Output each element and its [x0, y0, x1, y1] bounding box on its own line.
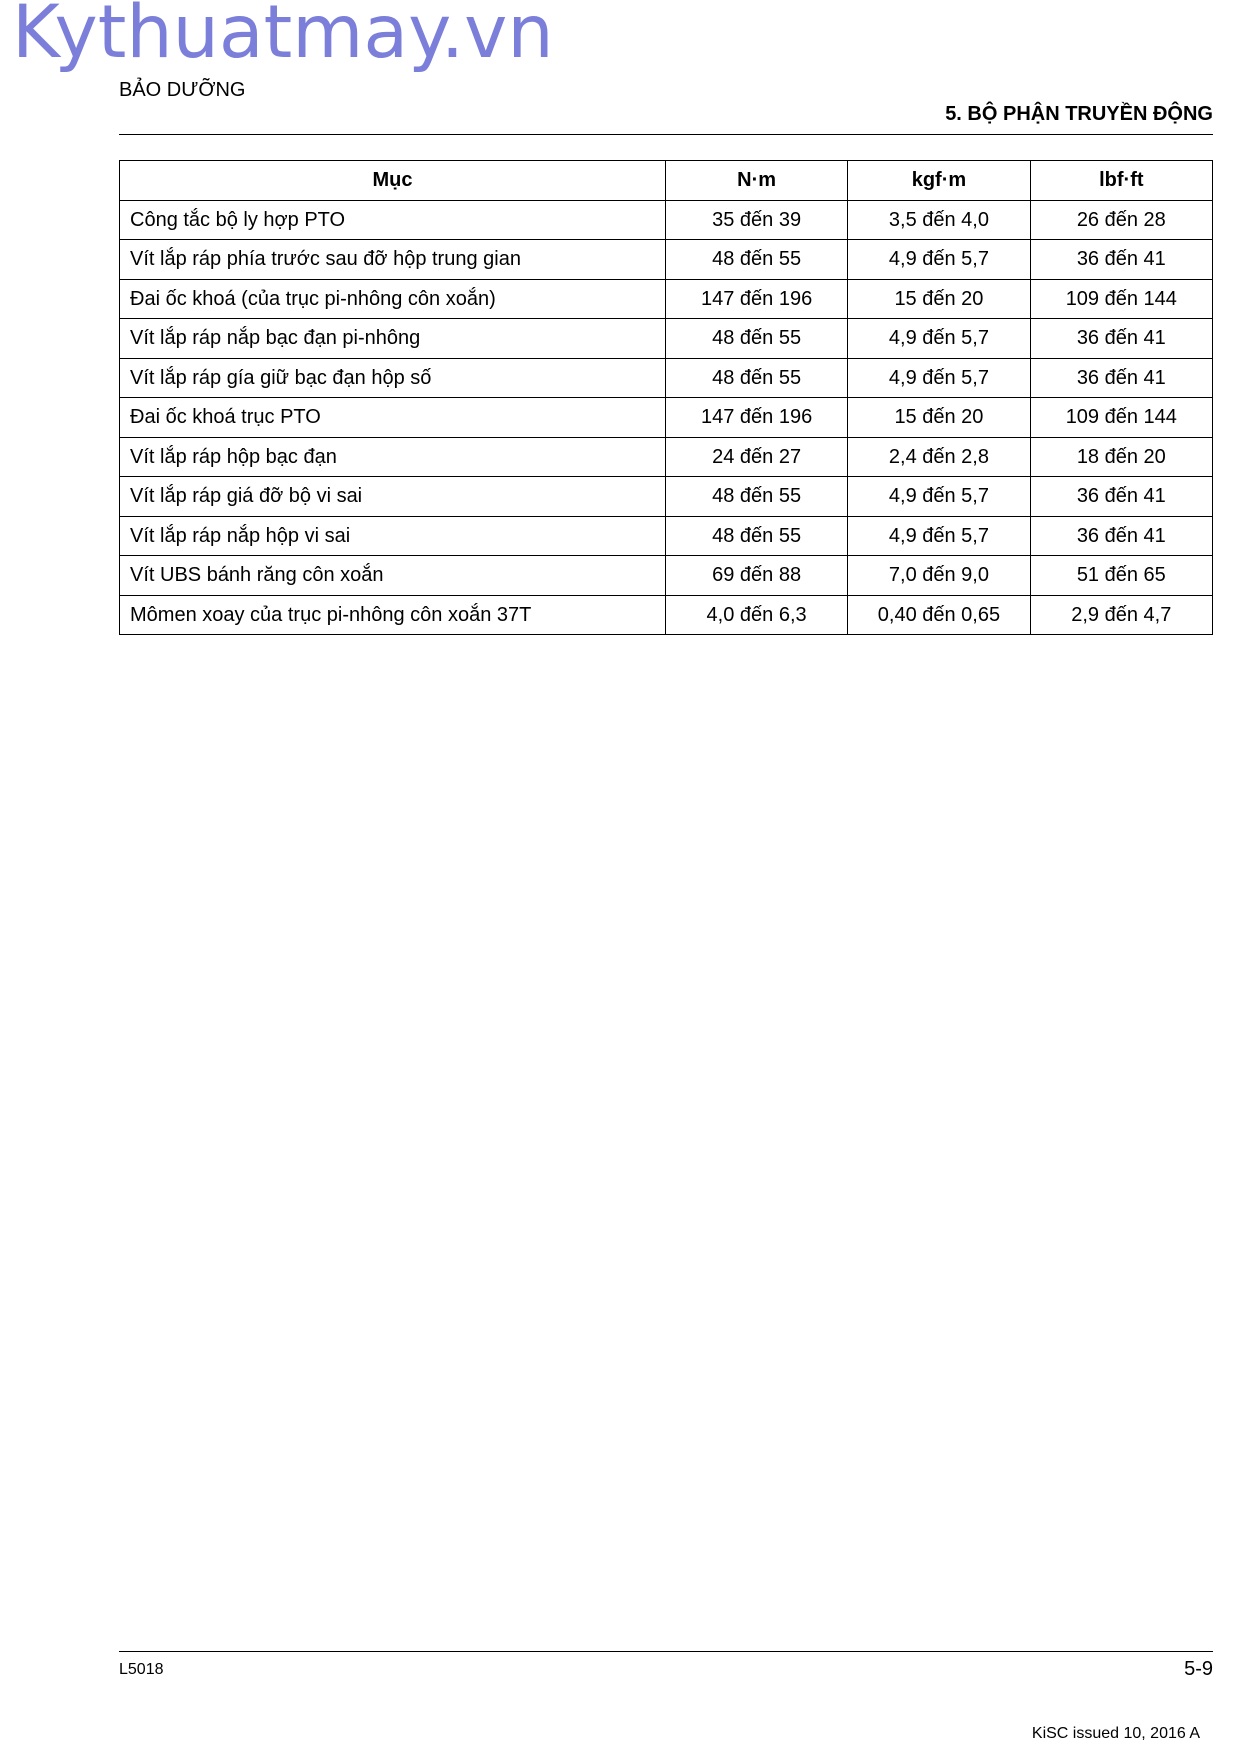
cell-kgfm: 3,5 đến 4,0: [848, 200, 1030, 240]
column-header-item: Mục: [120, 161, 666, 201]
cell-item: Vít lắp ráp nắp hộp vi sai: [120, 516, 666, 556]
section-title-right: 5. BỘ PHẬN TRUYỀN ĐỘNG: [945, 103, 1213, 125]
table-row: [120, 437, 1213, 477]
cell-item: Vít lắp ráp gía giữ bạc đạn hộp số: [120, 358, 666, 398]
table-row: [120, 358, 1213, 398]
cell-lbfft: 36 đến 41: [1030, 477, 1212, 517]
cell-nm: 4,0 đến 6,3: [665, 595, 847, 635]
cell-lbfft: 18 đến 20: [1030, 437, 1212, 477]
cell-lbfft: 36 đến 41: [1030, 358, 1212, 398]
table-row: [120, 556, 1213, 596]
cell-lbfft: 36 đến 41: [1030, 516, 1212, 556]
issue-note: KiSC issued 10, 2016 A: [1031, 1725, 1200, 1742]
section-title-left: BẢO DƯỠNG: [119, 79, 246, 101]
cell-nm: 48 đến 55: [665, 358, 847, 398]
table-row: [120, 595, 1213, 635]
cell-nm: 24 đến 27: [665, 437, 847, 477]
header-divider: [119, 134, 1213, 135]
watermark-logo: Kythuatmay.vn: [12, 0, 554, 75]
cell-nm: 35 đến 39: [665, 200, 847, 240]
cell-kgfm: 4,9 đến 5,7: [848, 477, 1030, 517]
column-header-kgfm: kgf·m: [848, 161, 1030, 201]
cell-item: Vít lắp ráp giá đỡ bộ vi sai: [120, 477, 666, 517]
table-row: [120, 279, 1213, 319]
cell-kgfm: 4,9 đến 5,7: [848, 358, 1030, 398]
cell-lbfft: 51 đến 65: [1030, 556, 1212, 596]
cell-item: Đai ốc khoá (của trục pi-nhông côn xoắn): [120, 279, 666, 319]
cell-kgfm: 4,9 đến 5,7: [848, 516, 1030, 556]
table-row: [120, 200, 1213, 240]
cell-item: Vít lắp ráp phía trước sau đỡ hộp trung gian: [120, 240, 666, 280]
page-number: 5-9: [1184, 1658, 1213, 1680]
footer-divider: [119, 1651, 1213, 1652]
cell-nm: 48 đến 55: [665, 319, 847, 359]
cell-kgfm: 4,9 đến 5,7: [848, 319, 1030, 359]
table-row: [120, 240, 1213, 280]
column-header-lbfft: lbf·ft: [1030, 161, 1212, 201]
cell-kgfm: 0,40 đến 0,65: [848, 595, 1030, 635]
cell-item: Vít lắp ráp nắp bạc đạn pi-nhông: [120, 319, 666, 359]
cell-item: Đai ốc khoá trục PTO: [120, 398, 666, 438]
cell-kgfm: 4,9 đến 5,7: [848, 240, 1030, 280]
torque-spec-table: [119, 160, 1213, 635]
cell-lbfft: 109 đến 144: [1030, 279, 1212, 319]
table-row: [120, 516, 1213, 556]
cell-lbfft: 36 đến 41: [1030, 240, 1212, 280]
table-row: [120, 398, 1213, 438]
cell-item: Vít lắp ráp hộp bạc đạn: [120, 437, 666, 477]
cell-item: Mômen xoay của trục pi-nhông côn xoắn 37T: [120, 595, 666, 635]
cell-lbfft: 109 đến 144: [1030, 398, 1212, 438]
table-header-row: [120, 161, 1213, 201]
cell-kgfm: 15 đến 20: [848, 398, 1030, 438]
cell-lbfft: 36 đến 41: [1030, 319, 1212, 359]
cell-item: Công tắc bộ ly hợp PTO: [120, 200, 666, 240]
cell-nm: 147 đến 196: [665, 279, 847, 319]
document-code: L5018: [119, 1661, 164, 1678]
cell-kgfm: 7,0 đến 9,0: [848, 556, 1030, 596]
cell-lbfft: 2,9 đến 4,7: [1030, 595, 1212, 635]
cell-kgfm: 2,4 đến 2,8: [848, 437, 1030, 477]
cell-nm: 48 đến 55: [665, 240, 847, 280]
cell-kgfm: 15 đến 20: [848, 279, 1030, 319]
table-row: [120, 319, 1213, 359]
cell-lbfft: 26 đến 28: [1030, 200, 1212, 240]
cell-nm: 48 đến 55: [665, 516, 847, 556]
cell-item: Vít UBS bánh răng côn xoắn: [120, 556, 666, 596]
cell-nm: 48 đến 55: [665, 477, 847, 517]
cell-nm: 69 đến 88: [665, 556, 847, 596]
table-row: [120, 477, 1213, 517]
cell-nm: 147 đến 196: [665, 398, 847, 438]
column-header-nm: N·m: [665, 161, 847, 201]
